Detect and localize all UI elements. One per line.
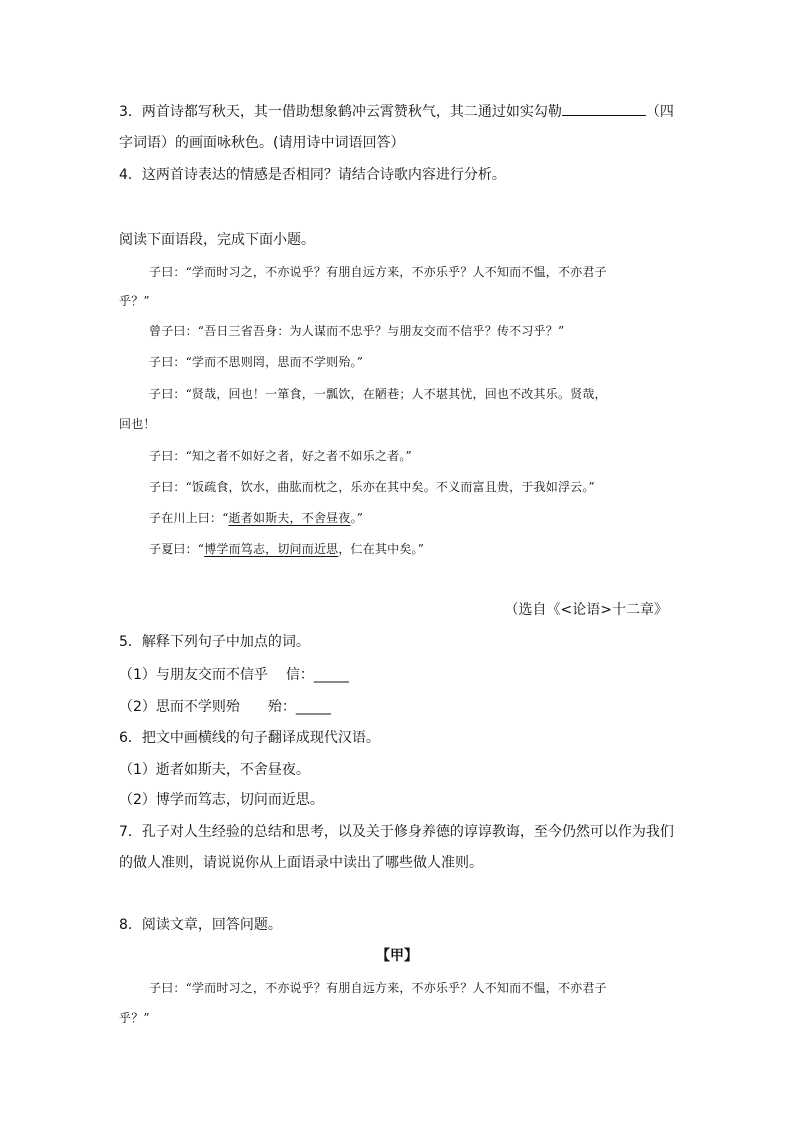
q3-line2: 字词语）的画面咏秋色。(请用诗中词语回答） (119, 135, 405, 151)
passage-p4-line1: 子曰：“贤哉，回也！一箪食，一瓢饮，在陋巷；人不堪其忧，回也不改其乐。贤哉， (149, 387, 607, 401)
passage-p7-a: 子在川上曰：“ (149, 511, 229, 525)
q5-item1-text: （1）与朋友交而不信乎 (119, 667, 268, 683)
passage-p8 (149, 539, 424, 559)
q8-heading: 【甲】 (376, 948, 418, 964)
reading-intro: 阅读下面语段，完成下面小题。 (119, 232, 315, 248)
passage-p3: 子曰：“学而不思则罔，思而不学则殆。” (149, 355, 364, 369)
passage-p1-line1: 子曰：“学而时习之，不亦说乎？有朋自远方来，不亦乐乎？人不知而不愠，不亦君子 (149, 265, 607, 279)
q6-item1: （1）逝者如斯夫，不舍昼夜。 (119, 762, 310, 778)
passage-p8-b: ，仁在其中矣。” (338, 542, 425, 556)
q6-item2: （2）博学而笃志，切问而近思。 (119, 792, 324, 808)
q4-text: 4．这两首诗表达的情感是否相同？请结合诗歌内容进行分析。 (119, 167, 506, 183)
q5-item2-blank[interactable]: _____ (295, 699, 331, 715)
q5-title: 5．解释下列句子中加点的词。 (119, 634, 310, 650)
q7-line1: 7．孔子对人生经验的总结和思考，以及关于修身养德的谆谆教诲，至今仍然可以作为我们 (119, 824, 674, 840)
q5-item2-text: （2）思而不学则殆 (119, 699, 240, 715)
q8-passage-line2: 乎？” (119, 1011, 150, 1025)
q3-answer-blank[interactable] (562, 101, 646, 116)
passage-p4-line2: 回也！ (119, 417, 156, 431)
q6-title: 6．把文中画横线的句子翻译成现代汉语。 (119, 730, 380, 746)
q5-item1 (119, 665, 349, 685)
passage-p8-a: 子夏曰：“ (149, 542, 205, 556)
q5-item1-blank[interactable]: _____ (313, 667, 349, 683)
passage-p7 (149, 508, 363, 528)
passage-p2: 曾子曰：“吾日三省吾身：为人谋而不忠乎？与朋友交而不信乎？传不习乎？” (149, 324, 565, 338)
q5-item2-word: 殆： (267, 699, 296, 715)
q3-line1 (119, 101, 674, 122)
passage-p8-underlined: 博学而笃志，切问而近思 (204, 542, 339, 556)
passage-p5: 子曰：“知之者不如好之者，好之者不如乐之者。” (149, 449, 412, 463)
q3-text-b: （四 (645, 104, 674, 120)
passage-p7-b: 。” (350, 511, 364, 525)
q5-item1-word: 信： (285, 667, 314, 683)
passage-p6: 子曰：“饭疏食，饮水，曲肱而枕之，乐亦在其中矣。不义而富且贵，于我如浮云。” (149, 480, 595, 494)
q5-item2 (119, 697, 331, 717)
q8-title: 8．阅读文章，回答问题。 (119, 917, 282, 933)
q3-text-a: 3．两首诗都写秋天，其一借助想象鹤冲云霄赞秋气，其二通过如实勾勒 (119, 104, 562, 120)
passage-p7-underlined: 逝者如斯夫，不舍昼夜 (228, 511, 351, 525)
passage-p1-line2: 乎？” (119, 294, 150, 308)
q8-passage-line1: 子曰：“学而时习之，不亦说乎？有朋自远方来，不亦乐乎？人不知而不愠，不亦君子 (149, 981, 607, 995)
passage-source: （选自《<论语>十二章》 (504, 602, 668, 618)
q7-line2: 的做人准则，请说说你从上面语录中读出了哪些做人准则。 (119, 855, 483, 871)
